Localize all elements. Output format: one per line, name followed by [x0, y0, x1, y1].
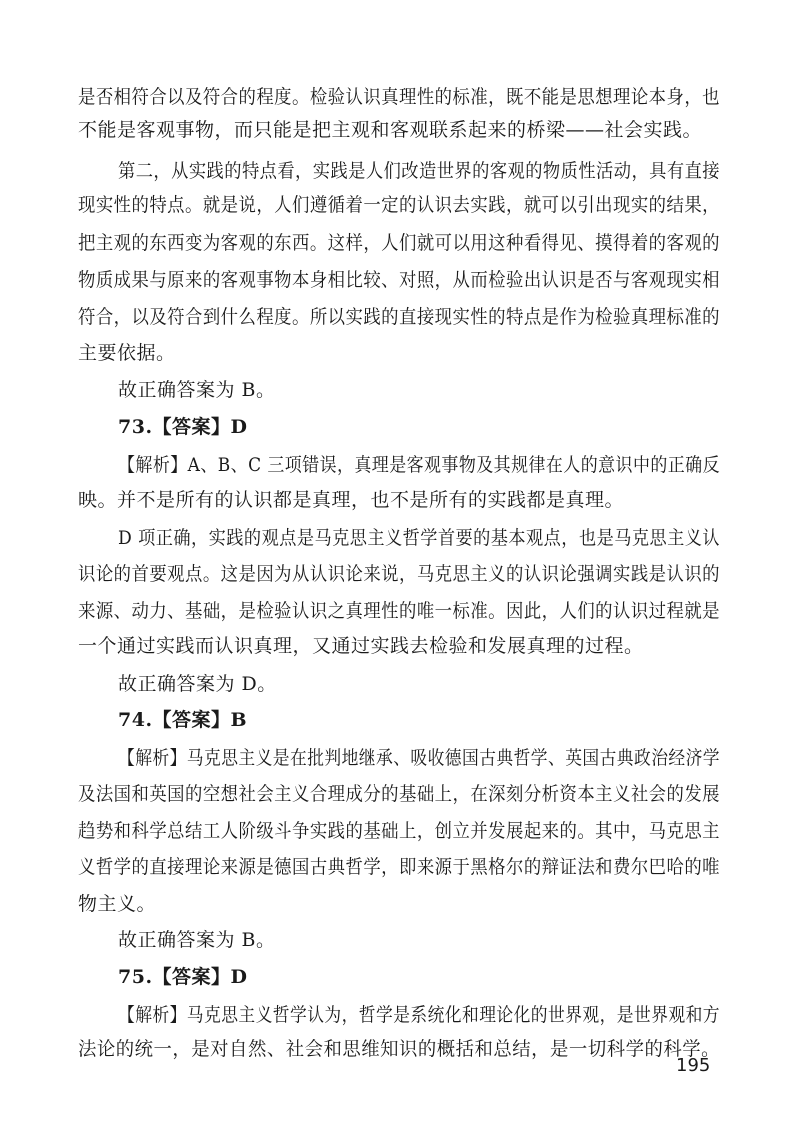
- text-line: [78, 560, 800, 588]
- text-line: [118, 926, 800, 954]
- text-line: [118, 157, 800, 185]
- text: 把主观的东西变为客观的东西。这样，人们就可以用这种看得见、摸得着的客观的: [78, 232, 720, 254]
- text-line: [118, 1001, 800, 1029]
- text: 故正确答案为 D。: [118, 673, 277, 695]
- text: 主要依据。: [78, 342, 176, 364]
- text: 故正确答案为 B。: [118, 929, 276, 951]
- text-line: [78, 817, 800, 845]
- text: 法论的统一，是对自然、社会和思维知识的概括和总结，是一切科学的科学。: [78, 1038, 720, 1060]
- text-line: [118, 451, 800, 479]
- text: 义哲学的直接理论来源是德国古典哲学，即来源于黑格尔的辩证法和费尔巴哈的唯: [78, 856, 720, 878]
- text-line: [78, 229, 800, 257]
- page-number: 195: [676, 1055, 711, 1076]
- text: D 项正确，实践的观点是马克思主义哲学首要的基本观点，也是马克思主义认: [118, 527, 720, 549]
- text: 第二，从实践的特点看，实践是人们改造世界的客观的物质性活动，具有直接: [118, 160, 720, 182]
- text: 物主义。: [78, 893, 157, 915]
- text: 来源、动力、基础，是检验认识之真理性的唯一标准。因此，人们的认识过程就是: [78, 600, 720, 622]
- text: 故正确答案为 B。: [118, 379, 276, 401]
- text: 物质成果与原来的客观事物本身相比较、对照，从而检验出认识是否与客观现实相: [78, 269, 720, 291]
- text-line: [78, 116, 800, 144]
- text: 73.【答案】D: [118, 416, 248, 438]
- text-line: [78, 191, 800, 219]
- text: 趋势和科学总结工人阶级斗争实践的基础上，创立并发展起来的。其中，马克思主: [78, 820, 720, 842]
- text: 不能是客观事物，而只能是把主观和客观联系起来的桥梁——社会实践。: [78, 119, 703, 141]
- text-line: [78, 486, 800, 514]
- text-line: [118, 744, 800, 772]
- text-line: [118, 376, 800, 404]
- text: 一个通过实践而认识真理，又通过实践去检验和发展真理的过程。: [78, 635, 644, 657]
- text: 映。并不是所有的认识都是真理，也不是所有的实践都是真理。: [78, 489, 625, 511]
- text-line: [78, 303, 800, 331]
- text: 是否相符合以及符合的程度。检验认识真理性的标准，既不能是思想理论本身，也: [78, 86, 720, 108]
- text-line: [118, 524, 800, 552]
- text: 74.【答案】B: [118, 709, 248, 731]
- answer-heading: [118, 413, 800, 441]
- text-line: [78, 266, 800, 294]
- text: 75.【答案】D: [118, 966, 248, 988]
- text-line: [118, 670, 800, 698]
- text: 及法国和英国的空想社会主义合理成分的基础上，在深刻分析资本主义社会的发展: [78, 783, 720, 805]
- text-line: [78, 780, 800, 808]
- text: 【解析】马克思主义是在批判地继承、吸收德国古典哲学、英国古典政治经济学: [118, 747, 720, 769]
- text: 现实性的特点。就是说，人们遵循着一定的认识去实践，就可以引出现实的结果，: [78, 194, 720, 216]
- text-line: [78, 853, 800, 881]
- text-line: [78, 339, 800, 367]
- text-line: [78, 890, 800, 918]
- text: 【解析】A、B、C 三项错误，真理是客观事物及其规律在人的意识中的正确反: [118, 454, 720, 476]
- text: 【解析】马克思主义哲学认为，哲学是系统化和理论化的世界观，是世界观和方: [118, 1004, 720, 1026]
- text-line: [78, 597, 800, 625]
- text-line: [78, 632, 800, 660]
- answer-heading: [118, 963, 800, 991]
- answer-heading: [118, 706, 800, 734]
- text: 识论的首要观点。这是因为从认识论来说，马克思主义的认识论强调实践是认识的: [78, 563, 720, 585]
- text: 符合，以及符合到什么程度。所以实践的直接现实性的特点是作为检验真理标准的: [78, 306, 720, 328]
- text-line: [78, 83, 800, 111]
